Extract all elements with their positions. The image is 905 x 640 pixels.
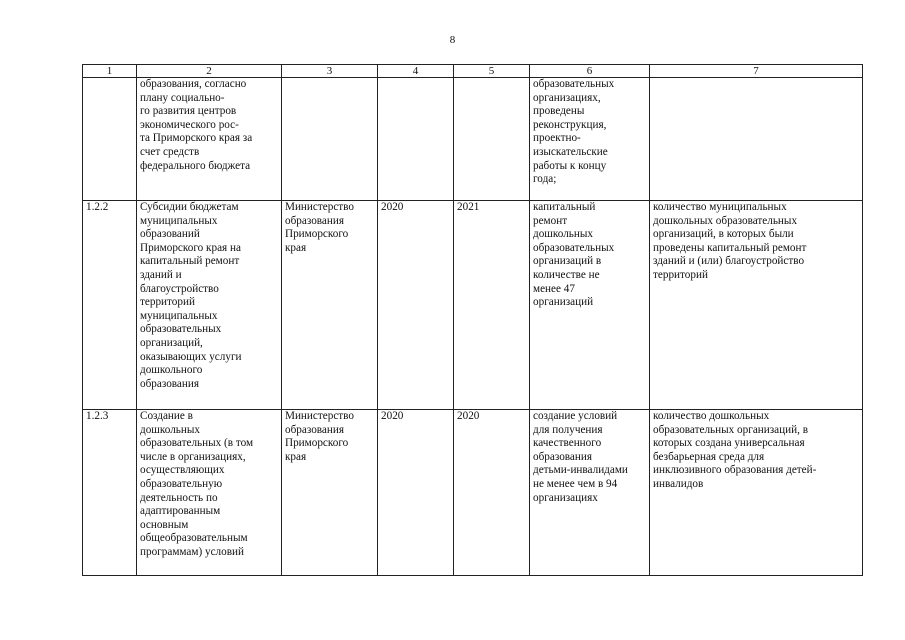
expected-result-cell: создание условий для получения качественного образования детьми-инвалидами не менее чем в 94 организациях <box>530 410 650 576</box>
indicator-cell: количество дошкольных образовательных организаций, в которых создана универсальная безбарьерная среда для инклюзивного образования детей- инвалидов <box>650 410 863 576</box>
start-year-cell: 2020 <box>378 410 454 576</box>
header-row <box>83 65 863 78</box>
column-header: 4 <box>378 65 454 78</box>
expected-result-cell: капитальный ремонт дошкольных образовательных организаций в количестве не менее 47 организаций <box>530 201 650 410</box>
table-row <box>83 78 863 201</box>
executor-cell: Министерство образования Приморского края <box>282 410 378 576</box>
table-row <box>83 410 863 576</box>
activity-description-cell: Создание в дошкольных образовательных (в том числе в организациях, осуществляющих образовательную деятельность по адаптированным основным общеобразовательным программам) условий <box>137 410 282 576</box>
row-number-cell <box>83 78 137 201</box>
end-year-cell: 2020 <box>454 410 530 576</box>
activity-description-cell: Субсидии бюджетам муниципальных образований Приморского края на капитальный ремонт зданий и благоустройство территорий муниципальных образовательных организаций, оказывающих услуги дошкольного образования <box>137 201 282 410</box>
column-header: 7 <box>650 65 863 78</box>
column-header: 1 <box>83 65 137 78</box>
column-header: 6 <box>530 65 650 78</box>
end-year-cell <box>454 78 530 201</box>
indicator-cell: количество муниципальных дошкольных образовательных организаций, в которых были проведены капитальный ремонт зданий и (или) благоустройство территорий <box>650 201 863 410</box>
column-header: 5 <box>454 65 530 78</box>
end-year-cell: 2021 <box>454 201 530 410</box>
table-row <box>83 201 863 410</box>
activity-description-cell: образования, согласно плану социально- го развития центров экономического рос- та Приморского края за счет средств федерального бюджета <box>137 78 282 201</box>
row-number-cell: 1.2.2 <box>83 201 137 410</box>
start-year-cell: 2020 <box>378 201 454 410</box>
executor-cell <box>282 78 378 201</box>
column-header: 3 <box>282 65 378 78</box>
indicator-cell <box>650 78 863 201</box>
page-number: 8 <box>449 34 456 46</box>
expected-result-cell: образовательных организациях, проведены реконструкция, проектно- изыскательские работы к концу года; <box>530 78 650 201</box>
column-header: 2 <box>137 65 282 78</box>
executor-cell: Министерство образования Приморского края <box>282 201 378 410</box>
program-table <box>82 64 863 576</box>
row-number-cell: 1.2.3 <box>83 410 137 576</box>
start-year-cell <box>378 78 454 201</box>
